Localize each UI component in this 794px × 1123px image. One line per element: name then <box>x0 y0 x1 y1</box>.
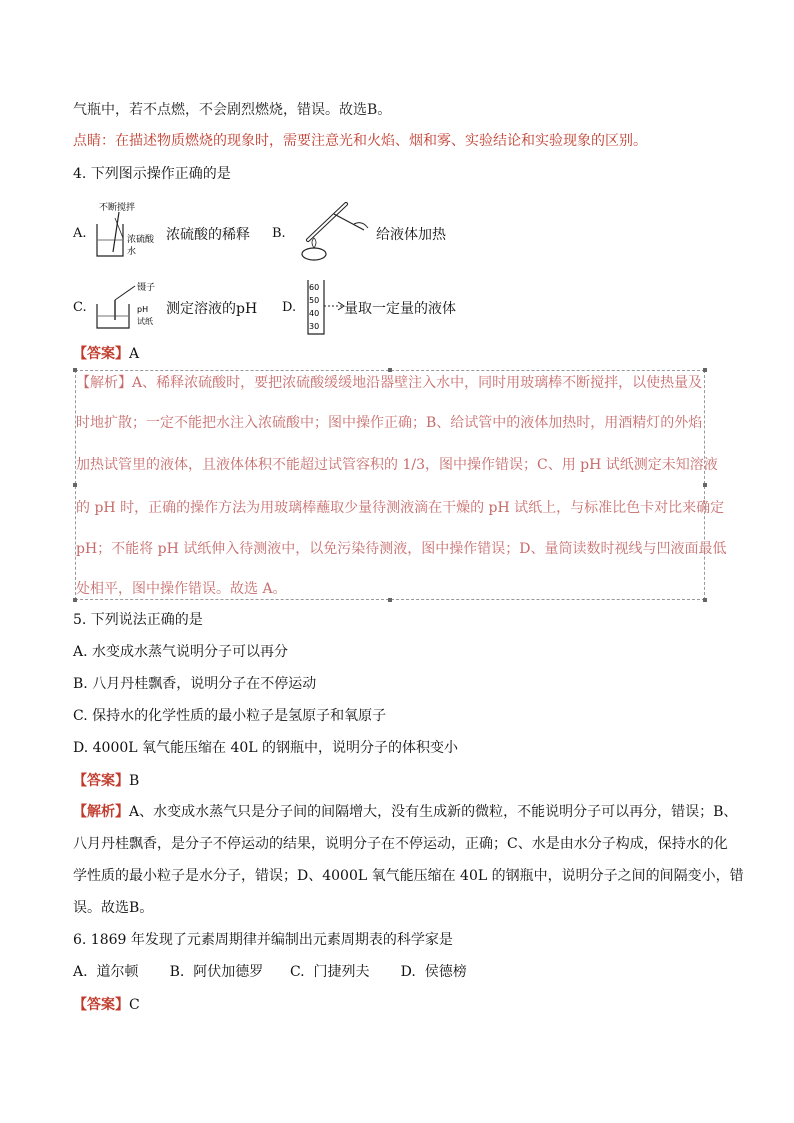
answer-tag: 【答案】 <box>73 346 129 362</box>
q5-option-a: A. 水变成水蒸气说明分子可以再分 <box>73 644 289 660</box>
alcohol-lamp-icon <box>302 248 326 260</box>
fig-c-label-tweezers: 镊子 <box>137 283 156 293</box>
flame-icon <box>312 238 316 248</box>
heating-figure <box>294 196 374 266</box>
q5-option-b: B. 八月丹桂飘香，说明分子在不停运动 <box>73 676 317 692</box>
q4-option-a-text: 浓硫酸的稀释 <box>166 227 250 243</box>
answer-value: C <box>129 997 140 1013</box>
q5-option-d: D. 4000L 氧气能压缩在 40L 的钢瓶中，说明分子的体积变小 <box>73 740 459 756</box>
answer-tag: 【答案】 <box>73 773 129 789</box>
analysis-tag: 【解析】 <box>73 804 129 820</box>
q4-stem: 4. 下列图示操作正确的是 <box>73 166 231 182</box>
ph-test-figure <box>93 280 163 332</box>
q4-option-d-label: D. <box>282 300 297 315</box>
q4-option-a-label: A. <box>73 226 87 241</box>
analysis-line: 加热试管里的液体，且液体体积不能超过试管容积的 1/3，图中操作错误；C、用 pH 试纸测定未知溶液 <box>76 457 718 473</box>
fig-a-label-water: 水 <box>127 247 137 257</box>
analysis-line: 时地扩散；一定不能把水注入浓硫酸中；图中操作正确；B、给试管中的液体加热时，用酒精灯的外焰 <box>76 415 703 431</box>
cylinder-figure <box>302 278 348 336</box>
resize-handle-bm[interactable] <box>388 598 392 602</box>
analysis-line: 【解析】A、稀释浓硫酸时，要把浓硫酸缓缓地沿器壁注入水中，同时用玻璃棒不断搅拌，以使热量及 <box>76 375 703 391</box>
fig-d-tick-40: 40 <box>309 309 320 318</box>
q4-option-d-text: 量取一定量的液体 <box>344 301 456 317</box>
q5-analysis-line <box>73 802 737 822</box>
fig-c-label-ph: pH <box>137 305 149 314</box>
resize-handle-br[interactable] <box>703 598 707 602</box>
resize-handle-tr[interactable] <box>703 368 707 372</box>
fig-d-tick-60: 60 <box>309 283 320 292</box>
dilution-figure <box>93 200 165 260</box>
q6-answer <box>73 994 140 1014</box>
prev-analysis-tail: 气瓶中，若不点燃，不会剧烈燃烧，错误。故选B。 <box>73 102 392 118</box>
q6-stem: 6. 1869 年发现了元素周期律并编制出元素周期表的科学家是 <box>73 932 453 948</box>
fig-d-tick-50: 50 <box>309 296 320 305</box>
resize-handle-tm[interactable] <box>388 368 392 372</box>
answer-value: B <box>129 773 140 789</box>
answer-tag: 【答案】 <box>73 997 129 1013</box>
analysis-line: 处相平，图中操作错误。故选 A。 <box>76 581 287 597</box>
tip-note: 点睛：在描述物质燃烧的现象时，需要注意光和火焰、烟和雾、实验结论和实验现象的区别。 <box>73 133 647 149</box>
q4-option-c-text: 测定溶液的pH <box>166 301 258 317</box>
answer-value: A <box>129 346 140 362</box>
fig-d-tick-30: 30 <box>309 322 320 331</box>
tweezers-icon <box>115 286 135 300</box>
resize-handle-tl[interactable] <box>73 368 77 372</box>
fig-a-label-acid: 浓硫酸 <box>127 235 155 245</box>
q4-option-b-text: 给液体加热 <box>376 227 446 243</box>
q4-analysis-box[interactable] <box>75 370 727 600</box>
q6-options: A. 道尔顿 B. 阿伏加德罗 C. 门捷列夫 D. 侯德榜 <box>73 964 467 980</box>
q5-stem: 5. 下列说法正确的是 <box>73 612 203 628</box>
analysis-line: pH；不能将 pH 试纸伸入待测液中，以免污染待测液，图中操作错误；D、量筒读数时视线与凹液面最低 <box>76 541 727 557</box>
analysis-line: 的 pH 时，正确的操作方法为用玻璃棒蘸取少量待测液滴在干燥的 pH 试纸上，与标准比色卡对比来确定 <box>76 500 725 516</box>
q5-option-c: C. 保持水的化学性质的最小粒子是氢原子和氧原子 <box>73 708 387 724</box>
q4-option-c-label: C. <box>73 300 87 315</box>
q5-answer <box>73 770 139 790</box>
q5-analysis-line: 八月丹桂飘香，是分子不停运动的结果，说明分子在不停运动，正确；C、水是由水分子构成，保持水的化 <box>73 836 728 852</box>
glass-rod <box>113 212 119 252</box>
fig-a-label-stir: 不断搅拌 <box>99 203 136 213</box>
q5-analysis-line: 学性质的最小粒子是水分子，错误；D、4000L 氧气能压缩在 40L 的钢瓶中，说明分子之间的间隔变小，错 <box>73 868 744 884</box>
analysis-text: A、水变成水蒸气只是分子间的间隔增大，没有生成新的微粒，不能说明分子可以再分，错误；B、 <box>129 804 738 820</box>
tube-holder <box>334 214 364 230</box>
resize-handle-ml[interactable] <box>73 483 77 487</box>
q4-answer <box>73 343 139 363</box>
q5-analysis-line: 误。故选B。 <box>73 900 154 916</box>
q4-option-b-label: B. <box>272 226 286 241</box>
resize-handle-mr[interactable] <box>703 483 707 487</box>
fig-c-label-paper: 试纸 <box>137 317 153 326</box>
